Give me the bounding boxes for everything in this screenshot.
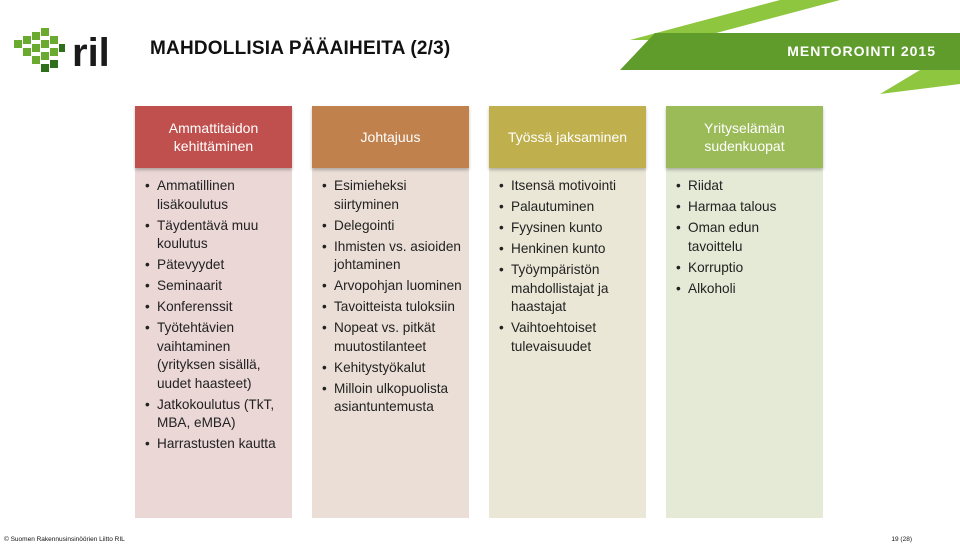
list-item: • Harmaa talous: [676, 198, 817, 217]
list-item: • Jatkokoulutus (TkT, MBA, eMBA): [145, 396, 286, 433]
list-item: • Harrastusten kautta: [145, 435, 286, 454]
list-item: • Oman edun tavoittelu: [676, 219, 817, 256]
column-ammattitaidon-kehittaminen: [135, 106, 292, 518]
list-item: • Vaihtoehtoiset tulevaisuudet: [499, 319, 640, 356]
list-item: • Seminaarit: [145, 277, 286, 296]
column-yritys-sudenkuopat: [666, 106, 823, 518]
list-item: • Riidat: [676, 177, 817, 196]
banner-stripe-bottom: [880, 70, 960, 94]
column-header: Työssä jaksaminen: [489, 106, 646, 168]
column-tyossa-jaksaminen: [489, 106, 646, 518]
list-item: • Esimieheksi siirtyminen: [322, 177, 463, 214]
column-body: [312, 168, 469, 518]
list-item: • Työympäristön mahdollistajat ja haastajat: [499, 261, 640, 317]
list-item: • Ihmisten vs. asioiden johtaminen: [322, 238, 463, 275]
bullet-list: [676, 177, 817, 298]
list-item: • Alkoholi: [676, 280, 817, 299]
list-item: • Milloin ulkopuolista asiantuntemusta: [322, 380, 463, 417]
column-header: Yrityselämän sudenkuopat: [666, 106, 823, 168]
column-johtajuus: [312, 106, 469, 518]
list-item: • Kehitystyökalut: [322, 359, 463, 378]
list-item: • Fyysinen kunto: [499, 219, 640, 238]
column-body: [666, 168, 823, 518]
banner: [0, 0, 960, 100]
list-item: • Tavoitteista tuloksiin: [322, 298, 463, 317]
banner-label: MENTOROINTI 2015: [787, 43, 936, 59]
page-title: MAHDOLLISIA PÄÄAIHEITA (2/3): [150, 38, 451, 59]
list-item: • Korruptio: [676, 259, 817, 278]
column-body: [489, 168, 646, 518]
column-header: Ammattitaidon kehittäminen: [135, 106, 292, 168]
list-item: • Ammatillinen lisäkoulutus: [145, 177, 286, 214]
list-item: • Täydentävä muu koulutus: [145, 217, 286, 254]
footer-copyright: © Suomen Rakennusinsinöörien Liitto RIL: [4, 536, 125, 543]
bullet-list: [322, 177, 463, 417]
list-item: • Delegointi: [322, 217, 463, 236]
column-body: [135, 168, 292, 518]
list-item: • Työtehtävien vaihtaminen (yrityksen sisällä, uudet haasteet): [145, 319, 286, 393]
bullet-list: [499, 177, 640, 356]
column-header: Johtajuus: [312, 106, 469, 168]
list-item: • Pätevyydet: [145, 256, 286, 275]
list-item: • Palautuminen: [499, 198, 640, 217]
list-item: • Henkinen kunto: [499, 240, 640, 259]
list-item: • Konferenssit: [145, 298, 286, 317]
bullet-list: [145, 177, 286, 454]
list-item: • Itsensä motivointi: [499, 177, 640, 196]
logo-text: ril: [72, 31, 110, 75]
footer-page-number: 19 (28): [891, 536, 912, 543]
list-item: • Arvopohjan luominen: [322, 277, 463, 296]
list-item: • Nopeat vs. pitkät muutostilanteet: [322, 319, 463, 356]
